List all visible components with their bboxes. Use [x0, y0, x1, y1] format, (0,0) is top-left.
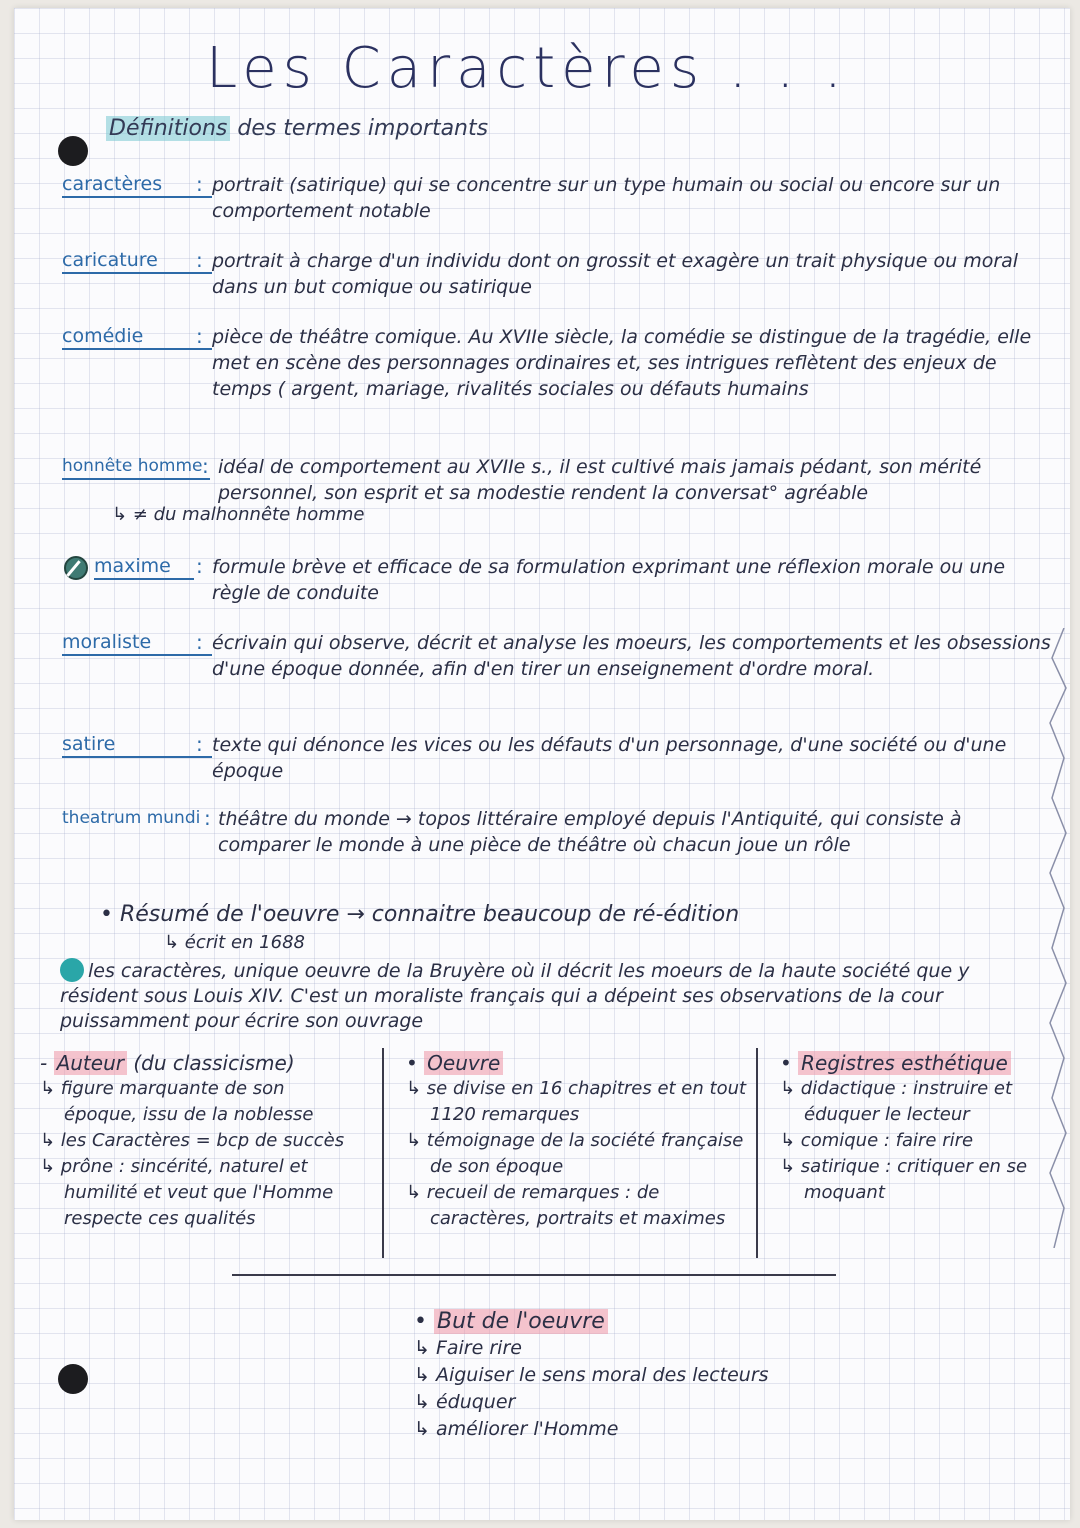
- term-caracteres: caractères: [62, 172, 212, 198]
- work-heading-highlight: Oeuvre: [424, 1051, 503, 1075]
- author-item: ↳ prône : sincérité, naturel et humilité et veut que l'Homme respecte ces qualités: [40, 1156, 334, 1229]
- registers-item: ↳ satirique : critiquer en se moquant: [780, 1156, 1028, 1203]
- term-honnete-homme: honnête homme: [62, 454, 210, 480]
- column-registers: [780, 1050, 1058, 1206]
- term-caricature: caricature: [62, 248, 212, 274]
- term-comedie: comédie: [62, 324, 212, 350]
- summary-written-date: ↳ écrit en 1688: [164, 932, 305, 953]
- registers-item: ↳ didactique : instruire et éduquer le lecteur: [780, 1078, 1013, 1125]
- definitions-heading: [106, 116, 488, 141]
- term-colon: :: [196, 630, 203, 654]
- term-colon: :: [202, 454, 209, 478]
- goal-item: ↳ Aiguiser le sens moral des lecteurs: [414, 1364, 769, 1386]
- term-moraliste: moraliste: [62, 630, 212, 656]
- margin-scribble-icon: [1044, 628, 1070, 1248]
- author-item: ↳ les Caractères = bcp de succès: [40, 1130, 345, 1151]
- summary-heading: • Résumé de l'oeuvre → connaitre beaucoup de ré-édition: [100, 902, 740, 927]
- binder-hole-top: [58, 136, 88, 166]
- notebook-page: [14, 8, 1070, 1520]
- definition-comedie: pièce de théâtre comique. Au XVIIe siècle, la comédie se distingue de la tragédie, elle met en scène des personnages ordinaires et, ses intrigues reflètent des enjeux de temps ( argent, mariage, rivalités sociales ou défauts humains: [212, 326, 1032, 400]
- teal-dot-icon: [60, 958, 84, 982]
- work-item: ↳ recueil de remarques : de caractères, portraits et maximes: [406, 1182, 726, 1229]
- author-heading-rest: (du classicisme): [126, 1051, 295, 1075]
- registers-item: ↳ comique : faire rire: [780, 1130, 974, 1151]
- line-under-columns: [232, 1274, 836, 1276]
- definition-satire: texte qui dénonce les vices ou les défauts d'un personnage, d'une société ou d'une époque: [212, 734, 1007, 782]
- term-satire: satire: [62, 732, 212, 758]
- author-item: ↳ figure marquante de son époque, issu de la noblesse: [40, 1078, 314, 1125]
- definition-caricature: portrait à charge d'un individu dont on grossit et exagère un trait physique ou moral dans un but comique ou satirique: [212, 250, 1019, 298]
- column-divider: [756, 1048, 758, 1258]
- column-author: [40, 1050, 360, 1232]
- term-colon: :: [196, 172, 203, 196]
- goal-item: ↳ améliorer l'Homme: [414, 1418, 619, 1440]
- goal-item: ↳ éduquer: [414, 1391, 516, 1413]
- term-colon: :: [196, 324, 203, 348]
- work-item: ↳ se divise en 16 chapitres et en tout 1120 remarques: [406, 1078, 747, 1125]
- goal-heading-highlight: But de l'oeuvre: [434, 1309, 608, 1334]
- column-divider: [382, 1048, 384, 1258]
- goal-heading: • But de l'oeuvre: [414, 1308, 769, 1335]
- check-icon: [64, 556, 88, 580]
- summary-heading-text: Résumé de l'oeuvre → connaitre beaucoup de ré-édition: [119, 902, 740, 927]
- definition-honnete-homme: idéal de comportement au XVIIe s., il est cultivé mais jamais pédant, son mérité personnel, son esprit et sa modestie rendent la conversat° agréable: [218, 456, 982, 504]
- definition-maxime: formule brève et efficace de sa formulation exprimant une réflexion morale ou une règle de conduite: [212, 556, 1006, 604]
- term-colon: :: [196, 554, 203, 578]
- author-heading: - Auteur (du classicisme): [40, 1051, 295, 1075]
- definition-moraliste: écrivain qui observe, décrit et analyse les moeurs, les comportements et les obsessions d'une époque donnée, afin d'en tirer un enseignement d'ordre moral.: [212, 632, 1051, 680]
- term-theatrum-mundi: theatrum mundi: [62, 808, 201, 828]
- summary-text: les caractères, unique oeuvre de la Bruyère où il décrit les moeurs de la haute société que y résident sous Louis XIV. C'est un moraliste français qui a dépeint ses observations de la cour puissamment pour écrire son ouvrage: [60, 960, 970, 1032]
- definitions-heading-highlight: Définitions: [106, 116, 230, 141]
- author-heading-highlight: Auteur: [54, 1051, 127, 1075]
- summary-paragraph: [60, 958, 1050, 1034]
- term-maxime: maxime: [94, 554, 194, 580]
- honnete-homme-note: ↳ ≠ du malhonnête homme: [112, 504, 365, 525]
- registers-heading-highlight: Registres esthétique: [798, 1051, 1011, 1075]
- definition-caracteres: portrait (satirique) qui se concentre sur un type humain ou social ou encore sur un comportement notable: [212, 174, 1001, 222]
- term-colon: :: [196, 248, 203, 272]
- work-item: ↳ témoignage de la société française de son époque: [406, 1130, 744, 1177]
- work-heading: • Oeuvre: [406, 1050, 756, 1076]
- column-work: [406, 1050, 756, 1232]
- term-colon: :: [204, 806, 211, 830]
- binder-hole-bottom: [58, 1364, 88, 1394]
- goal-item: ↳ Faire rire: [414, 1337, 522, 1359]
- goal-section: [414, 1308, 769, 1443]
- definition-theatrum-mundi: théâtre du monde → topos littéraire employé depuis l'Antiquité, qui consiste à comparer le monde à une pièce de théâtre où chacun joue un rôle: [218, 808, 962, 856]
- registers-heading: • Registres esthétique: [780, 1050, 1058, 1076]
- definitions-heading-rest: des termes importants: [230, 116, 489, 141]
- page-title: Les Caractères . . .: [206, 36, 848, 101]
- term-colon: :: [196, 732, 203, 756]
